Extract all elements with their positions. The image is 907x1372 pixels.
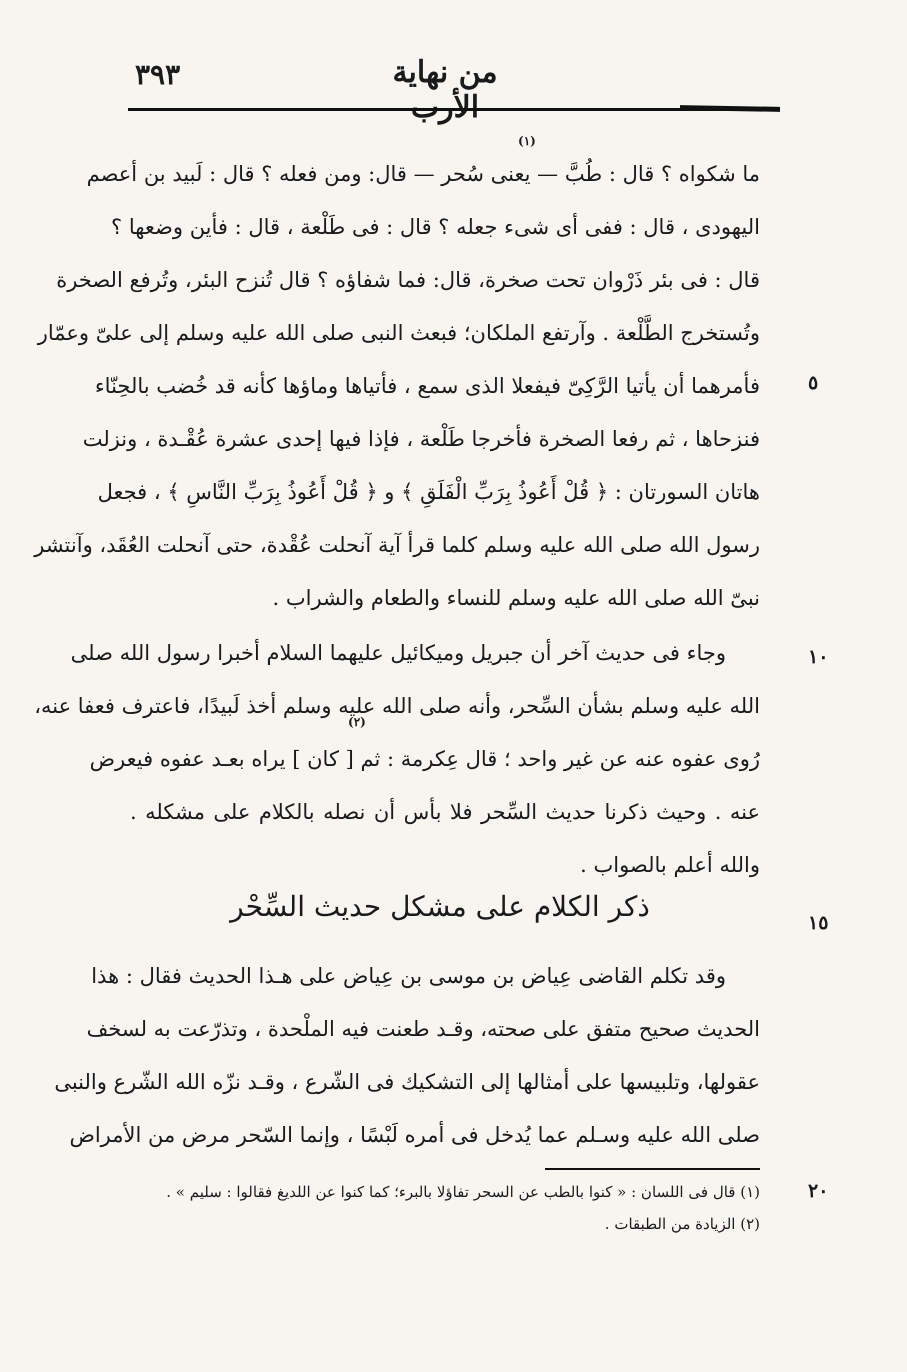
margin-line-number: ١٥ xyxy=(808,912,829,934)
text-line: هاتان السورتان : ﴿ قُلْ أَعُوذُ بِرَبِّ الْفَلَقِ ﴾ و ﴿ قُلْ أَعُوذُ بِرَبِّ النَّاسِ ﴾ ، فجعل xyxy=(97,480,760,504)
section-heading: ذكر الكلام على مشكل حديث السِّحْر xyxy=(230,890,650,923)
text-line: فأمرهما أن يأتيا الرَّكِىّ فيفعلا الذى سمع ، فأتياها وماؤها كأنه قد خُضب بالحِنّاء xyxy=(94,374,760,398)
paragraph-3 xyxy=(54,950,760,1162)
text-line: وقد تكلم القاضى عِياض بن موسى بن عِياض على هـذا الحديث فقال : هذا xyxy=(91,964,726,988)
paragraph-2 xyxy=(34,627,760,892)
paragraph-1 xyxy=(34,148,760,625)
header-rule xyxy=(128,108,776,111)
footnote: (٢) الزيادة من الطبقات . xyxy=(604,1215,760,1233)
text-line: رُوى عفوه عنه عن غير واحد ؛ قال عِكرمة : ثم [ كان ] يراه بعـد عفوه فيعرض xyxy=(89,747,760,771)
margin-line-number: ١٠ xyxy=(808,646,829,668)
footnote-rule xyxy=(545,1168,760,1170)
text-line: ما شكواه ؟ قال : طُبَّ — يعنى سُحر — قال: ومن فعله ؟ قال : لَبيد بن أعصم xyxy=(86,162,760,186)
text-line: الحديث صحيح متفق على صحته، وقـد طعنت فيه الملْحدة ، وتذرّعت به لسخف xyxy=(86,1017,760,1041)
text-line: الله عليه وسلم بشأن السِّحر، وأنه صلى الله عليه وسلم أخذ لَبيدًا، فاعترف فعفا عنه، xyxy=(34,694,760,718)
text-line: فنزحاها ، ثم رفعا الصخرة فأخرجا طَلْعة ، فإذا فيها إحدى عشرة عُقْـدة ، ونزلت xyxy=(82,427,760,451)
running-title: من نهاية الأرب xyxy=(392,55,498,125)
text-line: عقولها، وتلبيسها على أمثالها إلى التشكيك فى الشّرع ، وقـد نزّه الله الشّرع والنبى xyxy=(54,1070,760,1094)
text-line: عنه . وحيث ذكرنا حديث السِّحر فلا بأس أن نصله بالكلام على مشكله . xyxy=(130,800,760,824)
margin-line-number: ٥ xyxy=(808,372,819,394)
text-line: وجاء فى حديث آخر أن جبريل وميكائيل عليهما السلام أخبرا رسول الله صلى xyxy=(70,641,726,665)
text-line: والله أعلم بالصواب . xyxy=(580,853,760,877)
page-number: ٣٩٣ xyxy=(135,58,181,91)
margin-line-number: ٢٠ xyxy=(808,1180,829,1202)
text-line: رسول الله صلى الله عليه وسلم كلما قرأ آية آنحلت عُقْدة، حتى آنحلت العُقَد، وآنتشر xyxy=(34,533,760,557)
footnote-ref-2: (٢) xyxy=(348,715,366,729)
text-line: اليهودى ، قال : ففى أى شىء جعله ؟ قال : فى طَلْعة ، قال : فأين وضعها ؟ xyxy=(111,215,760,239)
text-line: نبىّ الله صلى الله عليه وسلم للنساء والطعام والشراب . xyxy=(272,586,760,610)
footnote: (١) قال فى اللسان : « كنوا بالطب عن السحر تفاؤلا بالبرء؛ كما كنوا عن اللديغ فقالوا : سليم » . xyxy=(166,1183,760,1201)
text-line: صلى الله عليه وسـلم عما يُدخل فى أمره لَبْسًا ، وإنما السّحر مرض من الأمراض xyxy=(69,1123,760,1147)
footnotes xyxy=(166,1176,760,1240)
text-line: قال : فى بئر ذَرْوان تحت صخرة، قال: فما شفاؤه ؟ قال تُنزح البئر، وتُرفع الصخرة xyxy=(56,268,760,292)
footnote-ref-1: (١) xyxy=(518,134,536,148)
page-header xyxy=(0,0,907,125)
text-line: وتُستخرج الطَّلْعة . وآرتفع الملكان؛ فبعث النبى صلى الله عليه وسلم إلى علىّ وعمّار xyxy=(37,321,760,345)
